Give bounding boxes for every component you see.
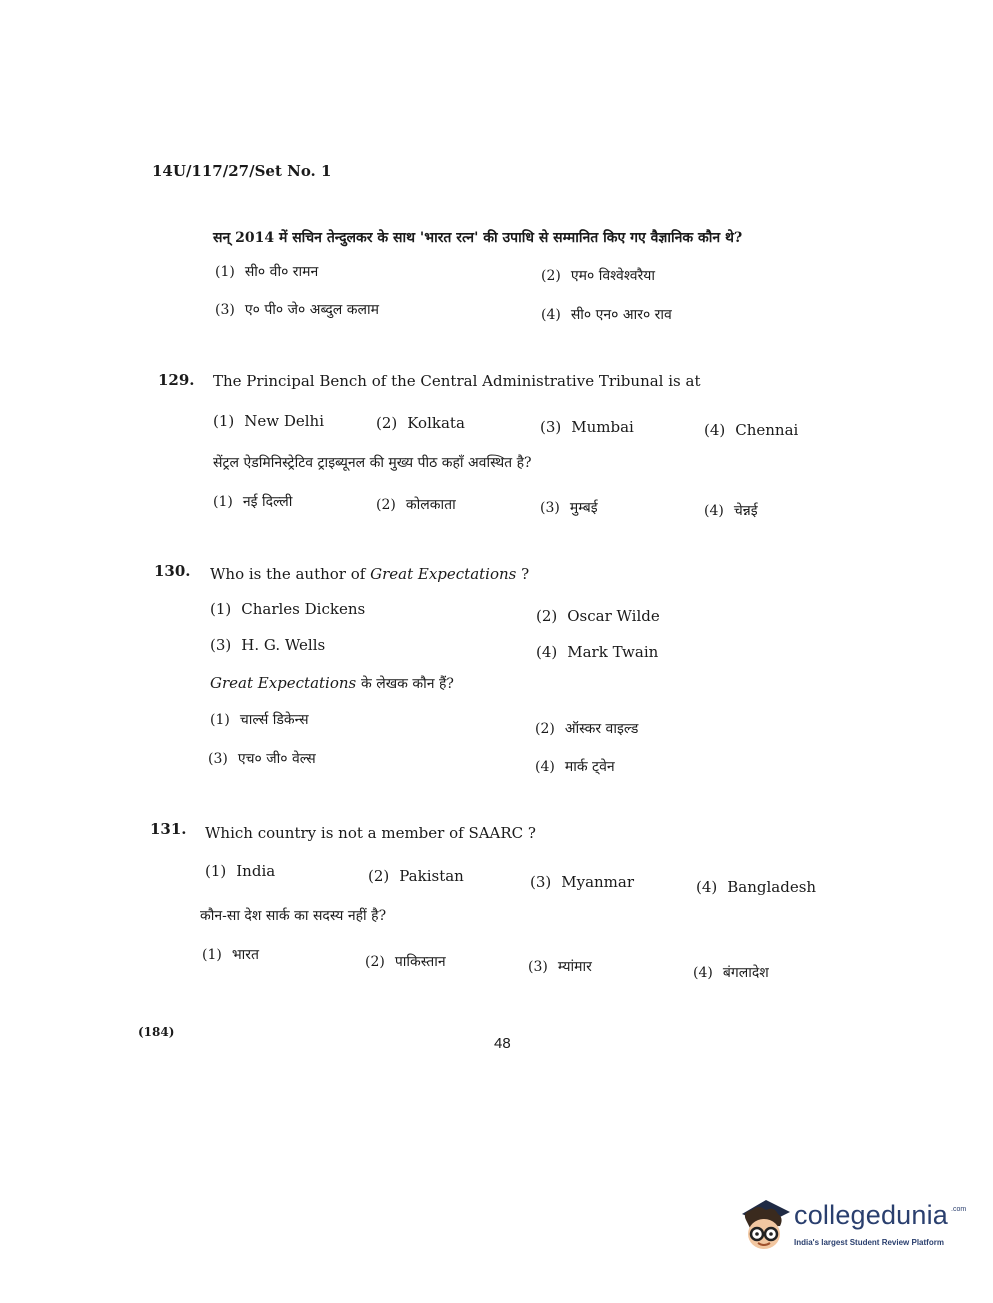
option-text: सी० एन० आर० राव <box>570 307 672 323</box>
q131-question: Which country is not a member of SAARC ? <box>205 824 536 842</box>
q131-hindi-option-3 <box>528 957 592 976</box>
option-number: (2) <box>376 414 398 432</box>
option-text: Charles Dickens <box>241 600 366 618</box>
option-number: (1) <box>213 494 233 510</box>
option-text: ए० पी० जे० अब्दुल कलाम <box>244 302 379 318</box>
q128-hindi-option-4 <box>541 305 672 324</box>
option-text: Mark Twain <box>567 643 659 661</box>
q129-option-2 <box>376 414 465 432</box>
option-number: (2) <box>541 268 561 284</box>
set-code: 14U/117/27/Set No. 1 <box>152 162 332 180</box>
option-text: Kolkata <box>407 414 465 432</box>
q131-hindi-question: कौन-सा देश सार्क का सदस्य नहीं है? <box>200 908 387 924</box>
option-number: (1) <box>215 264 235 280</box>
option-text: चेन्नई <box>733 503 758 519</box>
option-number: (4) <box>696 878 718 896</box>
option-text: कोलकाता <box>405 497 456 513</box>
q130-option-2 <box>536 607 660 625</box>
option-text: ऑस्कर वाइल्ड <box>564 721 639 737</box>
option-text: मार्क ट्वेन <box>564 759 615 775</box>
option-text: नई दिल्ली <box>242 494 293 510</box>
q128-hindi-option-3 <box>215 300 379 319</box>
q130-hindi-option-3 <box>208 749 316 768</box>
q128-hindi-option-2 <box>541 266 655 285</box>
option-number: (2) <box>365 954 385 970</box>
q130-question-prefix: Who is the author of <box>210 565 366 583</box>
q129-hindi-option-3 <box>540 498 598 517</box>
option-number: (3) <box>210 636 232 654</box>
q131-option-2 <box>368 867 464 885</box>
q129-hindi-question: सेंट्रल ऐडमिनिस्ट्रेटिव ट्राइब्यूनल की मुख्य पीठ कहाँ अवस्थित है? <box>213 455 532 471</box>
option-text: सी० वी० रामन <box>244 264 319 280</box>
option-number: (3) <box>540 500 560 516</box>
footer-code: (184) <box>138 1025 175 1039</box>
q130-question <box>210 565 529 583</box>
q131-number: 131. <box>150 820 187 838</box>
q130-question-title: Great Expectations <box>370 565 517 583</box>
q131-hindi-option-1 <box>202 945 259 964</box>
option-number: (4) <box>693 965 713 981</box>
option-text: Pakistan <box>399 867 464 885</box>
option-text: एम० विश्वेश्वरैया <box>570 268 656 284</box>
option-text: Oscar Wilde <box>567 607 660 625</box>
q129-hindi-option-1 <box>213 492 292 511</box>
option-text: Chennai <box>735 421 799 439</box>
option-number: (1) <box>202 947 222 963</box>
q129-option-1 <box>213 412 324 430</box>
option-number: (1) <box>210 712 230 728</box>
q129-hindi-option-2 <box>376 495 456 514</box>
option-number: (4) <box>704 503 724 519</box>
option-text: H. G. Wells <box>241 636 326 654</box>
q130-hindi-option-2 <box>535 719 638 738</box>
q130-hindi-option-1 <box>210 710 309 729</box>
option-number: (2) <box>535 721 555 737</box>
option-number: (1) <box>213 412 235 430</box>
q130-hindi-title: Great Expectations <box>210 674 357 692</box>
q129-number: 129. <box>158 371 195 389</box>
option-text: New Delhi <box>244 412 325 430</box>
option-text: Myanmar <box>561 873 635 891</box>
q130-hindi-question-rest: के लेखक कौन हैं? <box>361 676 454 692</box>
q130-question-suffix: ? <box>521 565 530 583</box>
option-text: भारत <box>231 947 260 963</box>
q130-number: 130. <box>154 562 191 580</box>
option-number: (2) <box>536 607 558 625</box>
q131-hindi-option-2 <box>365 952 446 971</box>
q130-option-3 <box>210 636 325 654</box>
option-text: Bangladesh <box>727 878 817 896</box>
q129-question: The Principal Bench of the Central Administrative Tribunal is at <box>213 372 701 390</box>
mascot-icon <box>736 1194 792 1260</box>
option-number: (4) <box>536 643 558 661</box>
option-number: (3) <box>528 959 548 975</box>
option-number: (1) <box>205 862 227 880</box>
option-number: (4) <box>704 421 726 439</box>
logo-tagline: India's largest Student Review Platform <box>794 1238 944 1247</box>
collegedunia-logo <box>736 1192 966 1262</box>
option-text: बंगलादेश <box>722 965 769 981</box>
page-number: 48 <box>494 1035 511 1052</box>
option-number: (3) <box>540 418 562 436</box>
option-text: मुम्बई <box>569 500 598 516</box>
q130-option-4 <box>536 643 658 661</box>
option-number: (2) <box>376 497 396 513</box>
option-number: (1) <box>210 600 232 618</box>
q131-option-3 <box>530 873 634 891</box>
q129-option-4 <box>704 421 798 439</box>
option-text: म्यांमार <box>557 959 592 975</box>
option-text: India <box>236 862 276 880</box>
option-text: एच० जी० वेल्स <box>237 751 316 767</box>
logo-domain-suffix: .com <box>951 1206 967 1213</box>
option-text: चार्ल्स डिकेन्स <box>239 712 309 728</box>
option-number: (3) <box>208 751 228 767</box>
q131-hindi-option-4 <box>693 963 769 982</box>
option-number: (4) <box>535 759 555 775</box>
option-number: (4) <box>541 307 561 323</box>
q131-option-1 <box>205 862 275 880</box>
q130-option-1 <box>210 600 365 618</box>
option-number: (3) <box>215 302 235 318</box>
q129-hindi-option-4 <box>704 501 758 520</box>
q128-hindi-question: सन् 2014 में सचिन तेन्दुलकर के साथ 'भारत रत्न' की उपाधि से सम्मानित किए गए वैज्ञानिक कौन थे? <box>213 230 743 246</box>
option-number: (3) <box>530 873 552 891</box>
q130-hindi-question <box>210 674 454 693</box>
logo-brand: collegedunia <box>794 1200 949 1230</box>
q130-hindi-option-4 <box>535 757 615 776</box>
q128-hindi-option-1 <box>215 262 318 281</box>
option-text: Mumbai <box>571 418 634 436</box>
option-number: (2) <box>368 867 390 885</box>
q131-option-4 <box>696 878 816 896</box>
q129-option-3 <box>540 418 634 436</box>
option-text: पाकिस्तान <box>394 954 446 970</box>
